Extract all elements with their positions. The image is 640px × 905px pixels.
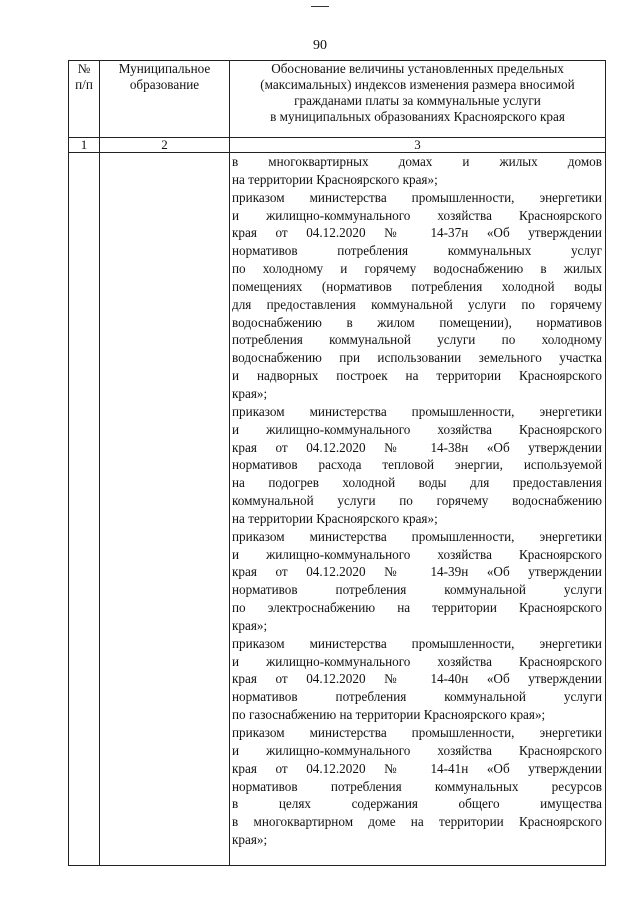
- column-number-2: 2: [100, 138, 230, 153]
- text-line: приказом министерства промышленности, энергетики: [232, 403, 602, 419]
- justification-table: [68, 60, 606, 866]
- text-line: водоснабжению при использовании земельного участка: [232, 350, 602, 366]
- text-line: края от 04.12.2020 № 14-40н «Об утверждении: [232, 671, 602, 687]
- text-line: на подогрев холодной воды для предоставления: [232, 475, 602, 491]
- text-line: по газоснабжению на территории Красноярского края»;: [232, 707, 546, 723]
- text-line: и жилищно-коммунального хозяйства Красноярского: [232, 653, 602, 669]
- text-line: края»;: [232, 832, 268, 848]
- text-line: нормативов потребления коммунальных ресурсов: [232, 778, 602, 794]
- text-line: края от 04.12.2020 № 14-37н «Об утверждении: [232, 225, 602, 241]
- text-line: и жилищно-коммунального хозяйства Красноярского: [232, 207, 602, 223]
- text-line: нормативов потребления коммунальных услуг: [232, 243, 602, 259]
- page-number: 90: [313, 38, 327, 53]
- header-col-number: № п/п: [69, 61, 100, 138]
- text-line: края»;: [232, 385, 268, 401]
- text-line: нормативов потребления коммунальной услуги: [232, 689, 602, 705]
- text-line: края от 04.12.2020 № 14-41н «Об утверждении: [232, 760, 602, 776]
- text-line: приказом министерства промышленности, энергетики: [232, 528, 602, 544]
- text-line: края»;: [232, 617, 268, 633]
- text-line: помещениях (нормативов потребления холодной воды: [232, 278, 602, 294]
- column-number-3: 3: [230, 138, 606, 153]
- text-line: нормативов потребления коммунальной услуги: [232, 582, 602, 598]
- text-line: приказом министерства промышленности, энергетики: [232, 635, 602, 651]
- justification-text: [230, 153, 605, 849]
- text-line: края от 04.12.2020 № 14-38н «Об утверждении: [232, 439, 602, 455]
- column-number-1: 1: [69, 138, 100, 153]
- text-line: и надворных построек на территории Красноярского: [232, 368, 602, 384]
- row-justification-cell: [230, 153, 606, 866]
- text-line: нормативов расхода тепловой энергии, используемой: [232, 457, 602, 473]
- text-line: и жилищно-коммунального хозяйства Красноярского: [232, 546, 602, 562]
- text-line: по электроснабжению на территории Красноярского: [232, 600, 602, 616]
- column-number-row: [69, 138, 606, 153]
- text-line: на территории Красноярского края»;: [232, 171, 438, 187]
- top-dash-mark: [311, 6, 329, 7]
- row-number-cell: [69, 153, 100, 866]
- table-row: [69, 153, 606, 866]
- text-line: для предоставления коммунальной услуги по горячему: [232, 296, 602, 312]
- header-row: [69, 61, 606, 138]
- text-line: приказом министерства промышленности, энергетики: [232, 189, 602, 205]
- text-line: в многоквартирных домах и жилых домов: [232, 154, 602, 169]
- text-line: края от 04.12.2020 № 14-39н «Об утверждении: [232, 564, 602, 580]
- text-line: на территории Красноярского края»;: [232, 510, 438, 526]
- text-line: по холодному и горячему водоснабжению в жилых: [232, 261, 602, 277]
- text-line: в целях содержания общего имущества: [232, 796, 602, 812]
- text-line: коммунальной услуги по горячему водоснабжению: [232, 493, 602, 509]
- header-col-municipality: Муниципальное образование: [100, 61, 230, 138]
- text-line: потребления коммунальной услуги по холодному: [232, 332, 602, 348]
- text-line: и жилищно-коммунального хозяйства Красноярского: [232, 742, 602, 758]
- text-line: и жилищно-коммунального хозяйства Красноярского: [232, 421, 602, 437]
- text-line: приказом министерства промышленности, энергетики: [232, 725, 602, 740]
- row-municipality-cell: [100, 153, 230, 866]
- header-col-justification: Обоснование величины установленных предельных (максимальных) индексов изменения размера вносимой гражданами платы за коммунальные услуги в муниципальных образованиях Красноярского края: [230, 61, 606, 138]
- text-line: водоснабжению в жилом помещении), нормативов: [232, 314, 602, 330]
- text-line: в многоквартирном доме на территории Красноярского: [232, 814, 602, 830]
